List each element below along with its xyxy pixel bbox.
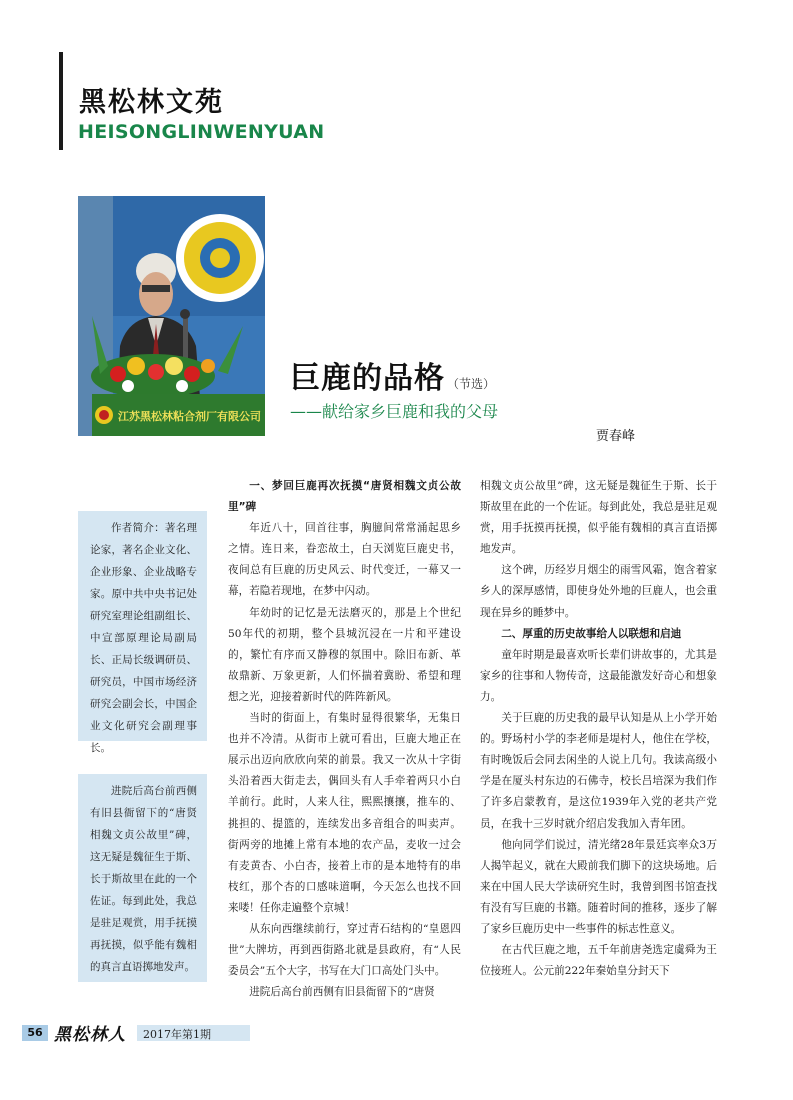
- section-title-en: HEISONGLINWENYUAN: [78, 121, 325, 143]
- article-title-block: [290, 353, 495, 397]
- body-paragraph: 年幼时的记忆是无法磨灭的，那是上个世纪50年代的初期，整个县城沉浸在一片和平建设的，繁忙有序而又静穆的氛围中。除旧布新、革故鼎新、万象更新，人们怀揣着冀盼、希望和理想之光，迎接着新时代的阵阵新风。: [228, 606, 461, 703]
- article-subtitle: ——献给家乡巨鹿和我的父母: [290, 402, 499, 421]
- body-paragraph: 在古代巨鹿之地，五千年前唐尧选定虞舜为王位接班人。公元前222年秦始皇分封天下: [480, 944, 717, 978]
- article-title-note: （节选）: [447, 377, 496, 391]
- pull-quote-box: [78, 774, 207, 982]
- article-column-1: [228, 476, 461, 1003]
- logo-emblem-icon: [176, 214, 264, 302]
- section-heading: 一、梦回巨鹿再次抚摸“唐贤相魏文贞公故里”碑: [228, 480, 461, 514]
- magazine-name-logo: 黑松林人: [54, 1025, 126, 1045]
- body-paragraph: 童年时期是最喜欢听长辈们讲故事的，尤其是家乡的往事和人物传奇，这最能激发好奇心和想象力。: [480, 648, 717, 703]
- issue-label: 2017年第1期: [143, 1028, 211, 1041]
- body-paragraph: 这个碑，历经岁月烟尘的雨雪风霜，饱含着家乡人的深厚感情，即使身处外地的巨鹿人，也会重现在异乡的睡梦中。: [480, 564, 717, 619]
- page-footer: [22, 1025, 232, 1045]
- author-photo: [78, 196, 265, 436]
- body-paragraph: 关于巨鹿的历史我的最早认知是从上小学开始的。野场村小学的李老师是堤村人，他住在学校，有时晚饭后会同去闲坐的人说上几句。我读高级小学是在厦头村东边的石佛寺，校长吕培深为我们作了许多启蒙教育，是这位1939年入党的老共产党员，在我十三岁时就介绍启发我加入青年团。: [480, 712, 717, 830]
- body-paragraph: 从东向西继续前行，穿过青石结构的“皇恩四世”大牌坊，再到西街路北就是县政府，有“人民委员会”五个大字，书写在大门口高处门头中。: [228, 922, 461, 978]
- podium-banner-text: 江苏黑松林粘合剂厂有限公司: [118, 410, 261, 423]
- body-paragraph: 进院后高台前西侧有旧县衙留下的“唐贤: [249, 986, 435, 999]
- article-column-2: [480, 476, 717, 982]
- pull-quote-text: 进院后高台前西侧有旧县衙留下的“唐贤相魏文贞公故里”碑，这无疑是魏征生于斯、长于斯故里在此的一个佐证。每到此处，我总是驻足观赏，用手抚摸再抚摸，似乎能有魏相的真言直语掷地发声。: [90, 785, 197, 973]
- section-title-cn: 黑松林文苑: [79, 87, 224, 118]
- section-heading: 二、厚重的历史故事给人以联想和启迪: [501, 627, 682, 640]
- body-paragraph: 他向同学们说过，清光绪28年景廷宾率众3万人揭竿起义，就在大殿前我们脚下的这块场地。后来在中国人民大学读研究生时，我曾到图书馆查找有没有写巨鹿的书籍。随着时间的推移，逐步了解了家乡巨鹿历史中一些事件的标志性意义。: [480, 838, 717, 935]
- section-header-bar: [59, 52, 63, 150]
- body-paragraph: 年近八十，回首往事，胸臆间常常涌起思乡之情。连日来，眷恋故土，白天浏览巨鹿史书，夜间总有巨鹿的历史风云、时代变迁，一幕又一幕，若隐若现地，在梦中闪动。: [228, 522, 461, 598]
- body-paragraph: 当时的街面上，有集时显得很繁华，无集日也并不冷清。从街市上就可看出，巨鹿大地正在展示出迈向欣欣向荣的前景。我又一次从十字街头沿着西大街走去，偶回头有人手牵着两只小白羊前行。此时，人来人往，熙熙攘攘，推车的、挑担的、提篮的，连续发出多音组合的叫卖声。街两旁的地摊上常有本地的农产品，麦收一过会有麦黄杏、小白杏，接着上市的是本地特有的串枝红，那个杏的口感味道啊，今天怎么也找不回来喽！任你走遍整个京城！: [228, 712, 461, 914]
- page-number: 56: [22, 1025, 48, 1041]
- author-bio-text: 作者简介：著名理论家，著名企业文化、企业形象、企业战略专家。原中共中央书记处研究室理论组副组长、中宣部原理论局副局长、正局长级调研员、研究员，中国市场经济研究会副会长，中国企业文化研究会副理事长。: [90, 522, 197, 754]
- article-author: 贾春峰: [596, 429, 636, 444]
- article-title: 巨鹿的品格: [290, 361, 445, 396]
- body-paragraph: 相魏文贞公故里”碑，这无疑是魏征生于斯、长于斯故里在此的一个佐证。每到此处，我总是驻足观赏，用手抚摸再抚摸，似乎能有魏相的真言直语掷地发声。: [480, 480, 717, 556]
- author-bio-box: [78, 511, 207, 754]
